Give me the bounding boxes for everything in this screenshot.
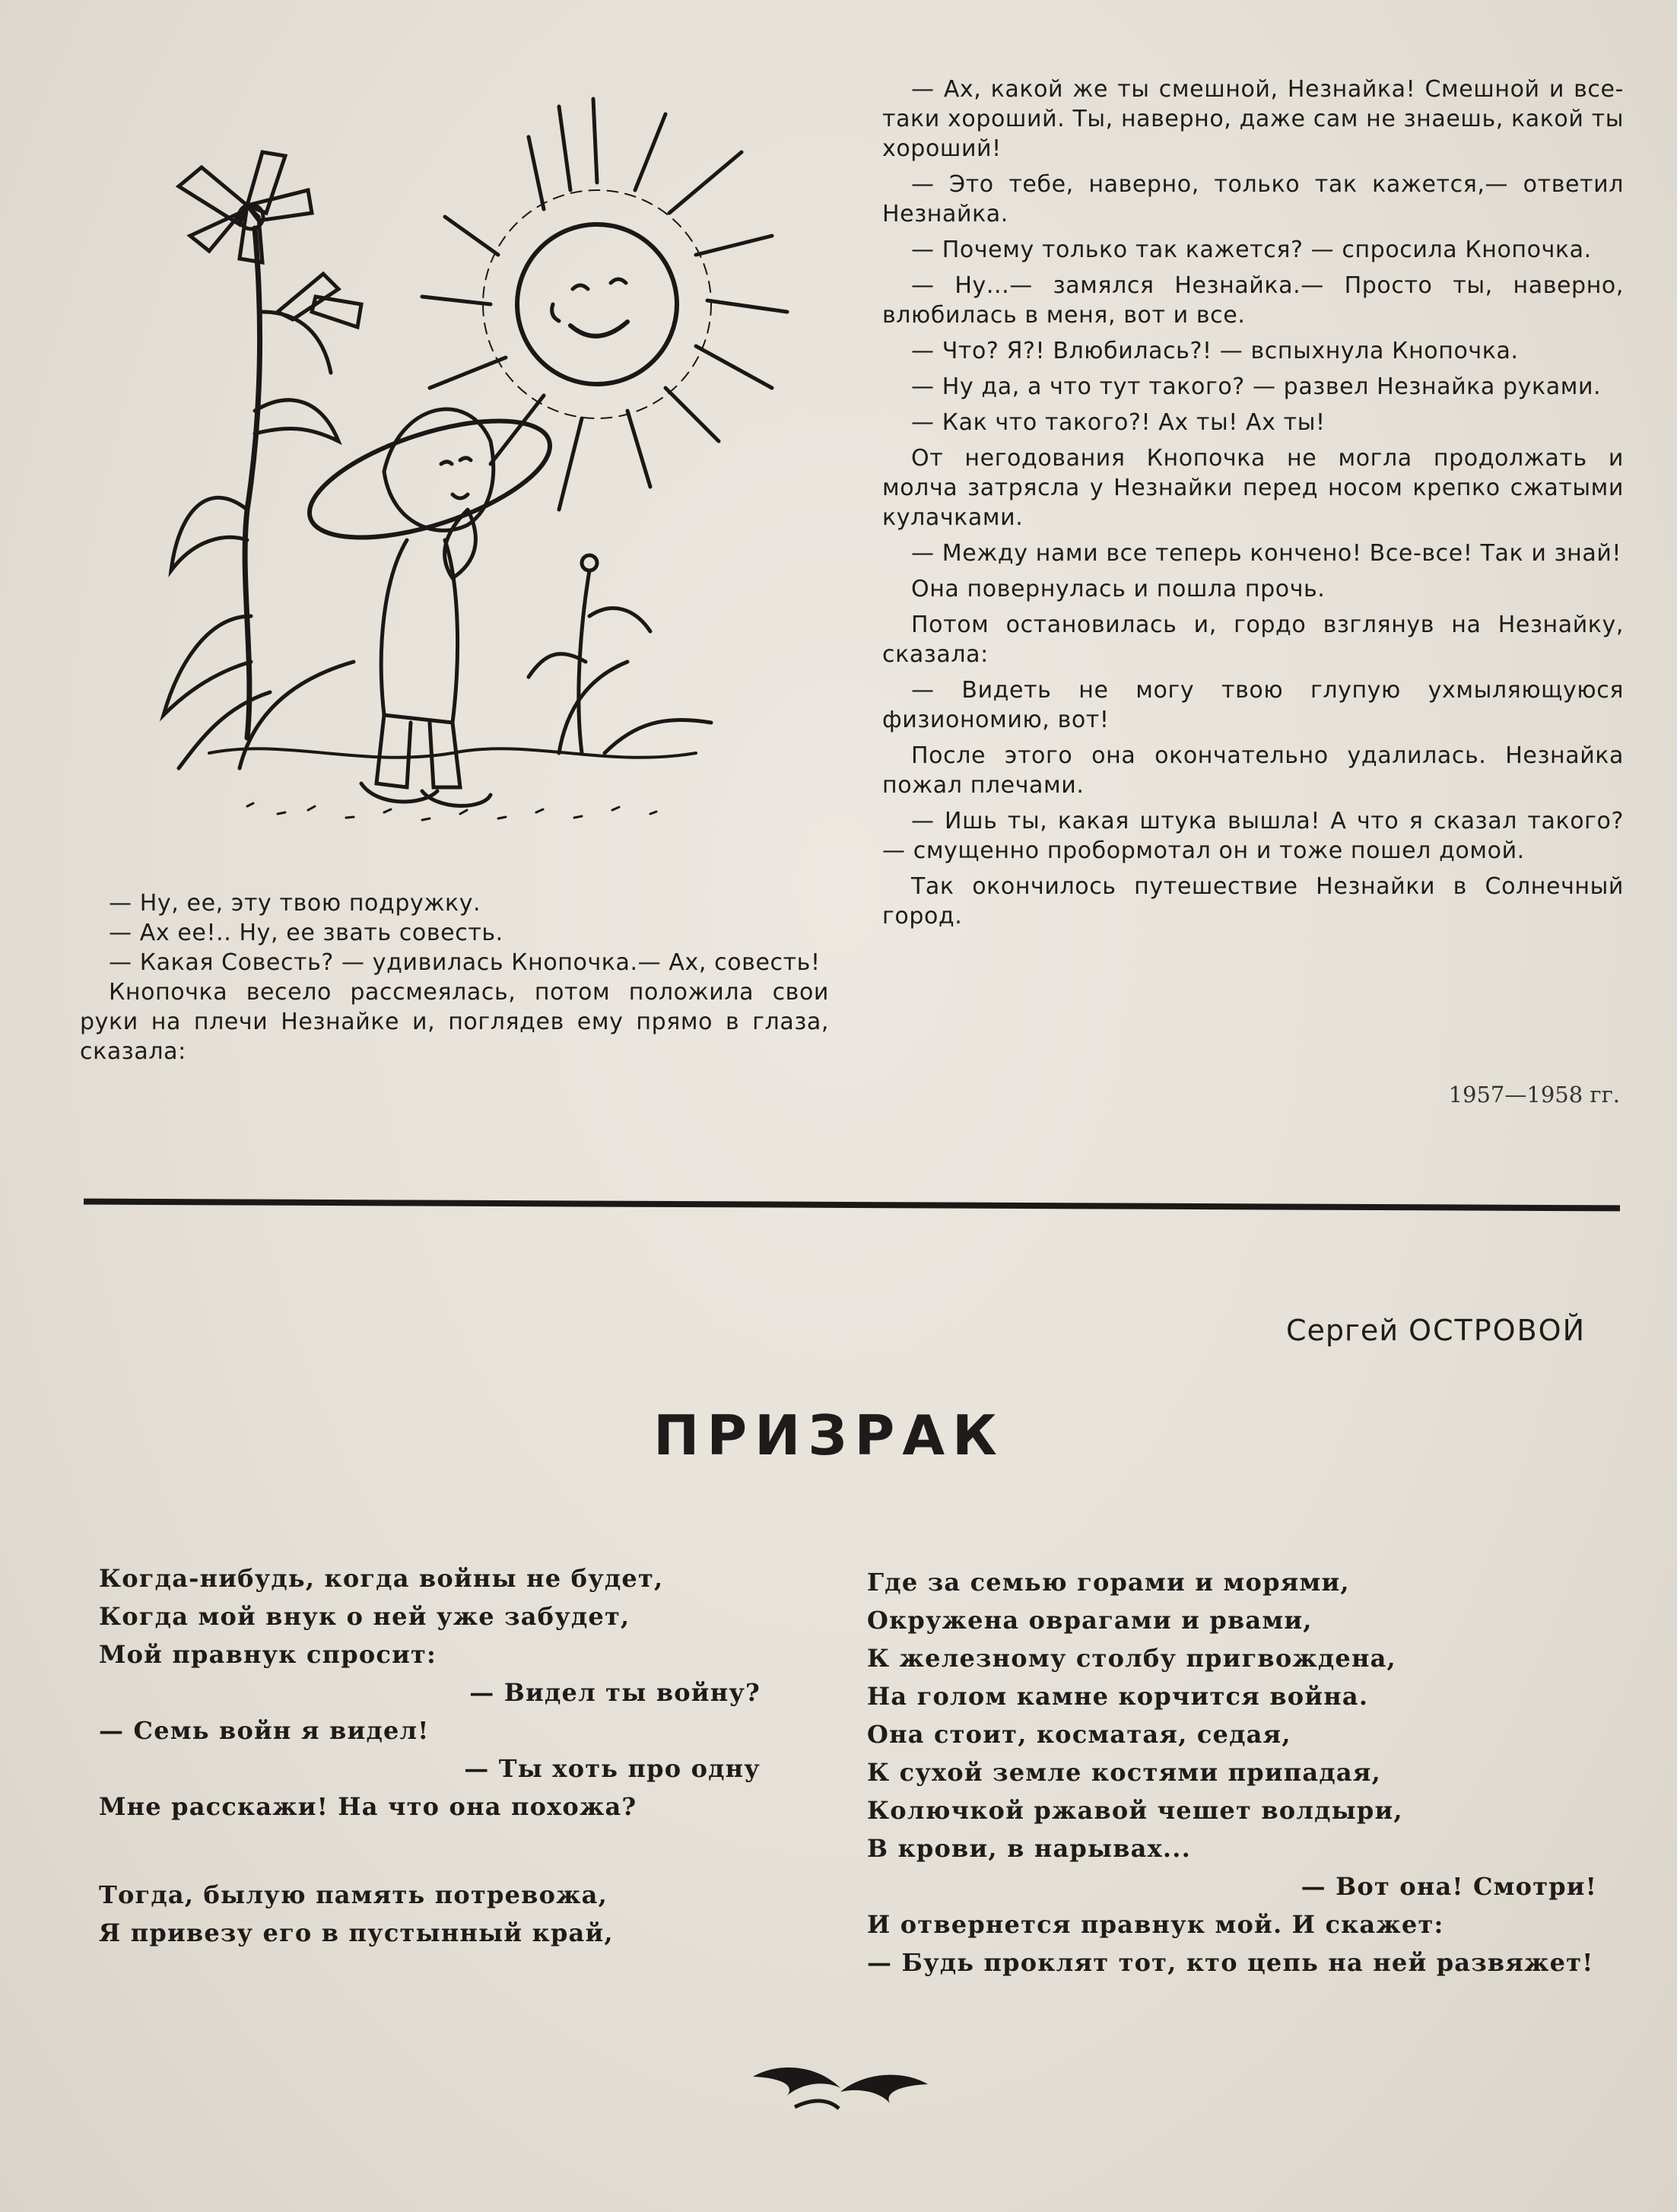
paragraph: После этого она окончательно удалилась. Незнайка пожал плечами. — [882, 742, 1624, 799]
story-date: 1957—1958 гг. — [1448, 1082, 1620, 1108]
poem-line: Тогда, былую память потревожа, — [99, 1880, 608, 1909]
author-first-name: Сергей — [1285, 1314, 1399, 1347]
poem-line: Мне расскажи! На что она похожа? — [99, 1792, 637, 1821]
story-right-column — [882, 75, 1624, 937]
paragraph: — Как что такого?! Ах ты! Ах ты! — [911, 409, 1326, 436]
paragraph: — Ах, какой же ты смешной, Незнайка! Смешной и все-таки хороший. Ты, наверно, даже сам не знаешь, какой ты хороший! — [882, 76, 1624, 162]
poem-line: Мой правнук спросит: — [99, 1640, 437, 1669]
paragraph: — Между нами все теперь кончено! Все-все! Так и знай! — [911, 540, 1622, 567]
poem-line: Колючкой ржавой чешет волдыри, — [867, 1796, 1403, 1825]
paragraph: — Ишь ты, какая штука вышла! А что я сказал такого? — смущенно пробормотал он и тоже пошел домой. — [882, 808, 1624, 864]
paragraph: — Что? Я?! Влюбилась?! — вспыхнула Кнопочка. — [911, 338, 1519, 364]
poem-line: — Будь проклят тот, кто цепь на ней развяжет! — [867, 1948, 1594, 1977]
swallow-ornament-icon — [749, 2054, 932, 2122]
paragraph: Так окончилось путешествие Незнайки в Солнечный город. — [882, 873, 1624, 930]
paragraph: — Это тебе, наверно, только так кажется,— ответил Незнайка. — [882, 171, 1624, 227]
poem-line: Я привезу его в пустынный край, — [99, 1918, 614, 1947]
paragraph: — Почему только так кажется? — спросила Кнопочка. — [911, 237, 1592, 263]
dialogue-line: — Ну, ее, эту твою подружку. — [109, 890, 481, 917]
poem-right-column — [867, 1563, 1597, 1982]
dialogue-line: — Какая Совесть? — удивилась Кнопочка.— Ах, совесть! — [109, 949, 821, 976]
paragraph: — Ну...— замялся Незнайка.— Просто ты, наверно, влюбилась в меня, вот и все. — [882, 272, 1624, 329]
poem-line: Когда мой внук о ней уже забудет, — [99, 1602, 630, 1631]
poem-line: — Ты хоть про одну — [464, 1754, 761, 1783]
grass-drawing — [179, 555, 711, 768]
neznayka-figure — [297, 397, 564, 806]
poem-line: Окружена оврагами и рвами, — [867, 1606, 1313, 1635]
story-left-column — [80, 888, 829, 1066]
paragraph: — Видеть не могу твою глупую ухмыляющуюся физиономию, вот! — [882, 677, 1624, 733]
poem-line: И отвернется правнук мой. И скажет: — [867, 1910, 1444, 1939]
neznayka-illustration — [133, 84, 802, 882]
poem-line: — Видел ты войну? — [469, 1678, 761, 1707]
paragraph: От негодования Кнопочка не могла продолжать и молча затрясла у Незнайки перед носом крепко сжатыми кулачками. — [882, 445, 1624, 531]
poem-line: К железному столбу пригвождена, — [867, 1644, 1396, 1673]
paragraph: Кнопочка весело рассмеялась, потом положила свои руки на плечи Незнайке и, поглядев ему прямо в глаза, сказала: — [80, 979, 829, 1065]
poem-line: В крови, в нарывах... — [867, 1834, 1191, 1863]
sun-drawing — [422, 99, 787, 510]
paragraph: Потом остановилась и, гордо взглянув на Незнайку, сказала: — [882, 612, 1624, 668]
poem-line: Когда-нибудь, когда войны не будет, — [99, 1564, 664, 1593]
author-last-name: ОСТРОВОЙ — [1409, 1314, 1586, 1347]
poem-line: — Вот она! Смотри! — [1301, 1872, 1597, 1901]
paragraph: Она повернулась и пошла прочь. — [911, 576, 1326, 602]
poem-author — [1171, 1314, 1586, 1347]
poem-left-column — [99, 1559, 761, 1952]
poem-line: Где за семью горами и морями, — [867, 1568, 1350, 1597]
poem-line: К сухой земле костями припадая, — [867, 1758, 1381, 1787]
poem-line: Она стоит, косматая, седая, — [867, 1720, 1291, 1749]
poem-line: На голом камне корчится война. — [867, 1682, 1369, 1711]
paragraph: — Ну да, а что тут такого? — развел Незнайка руками. — [911, 373, 1602, 400]
poem-title: ПРИЗРАК — [653, 1403, 1005, 1467]
dialogue-line: — Ах ее!.. Ну, ее звать совесть. — [109, 920, 503, 946]
poem-line: — Семь войн я видел! — [99, 1716, 430, 1745]
flower-drawing — [164, 152, 361, 738]
stanza-gap — [99, 1826, 761, 1876]
